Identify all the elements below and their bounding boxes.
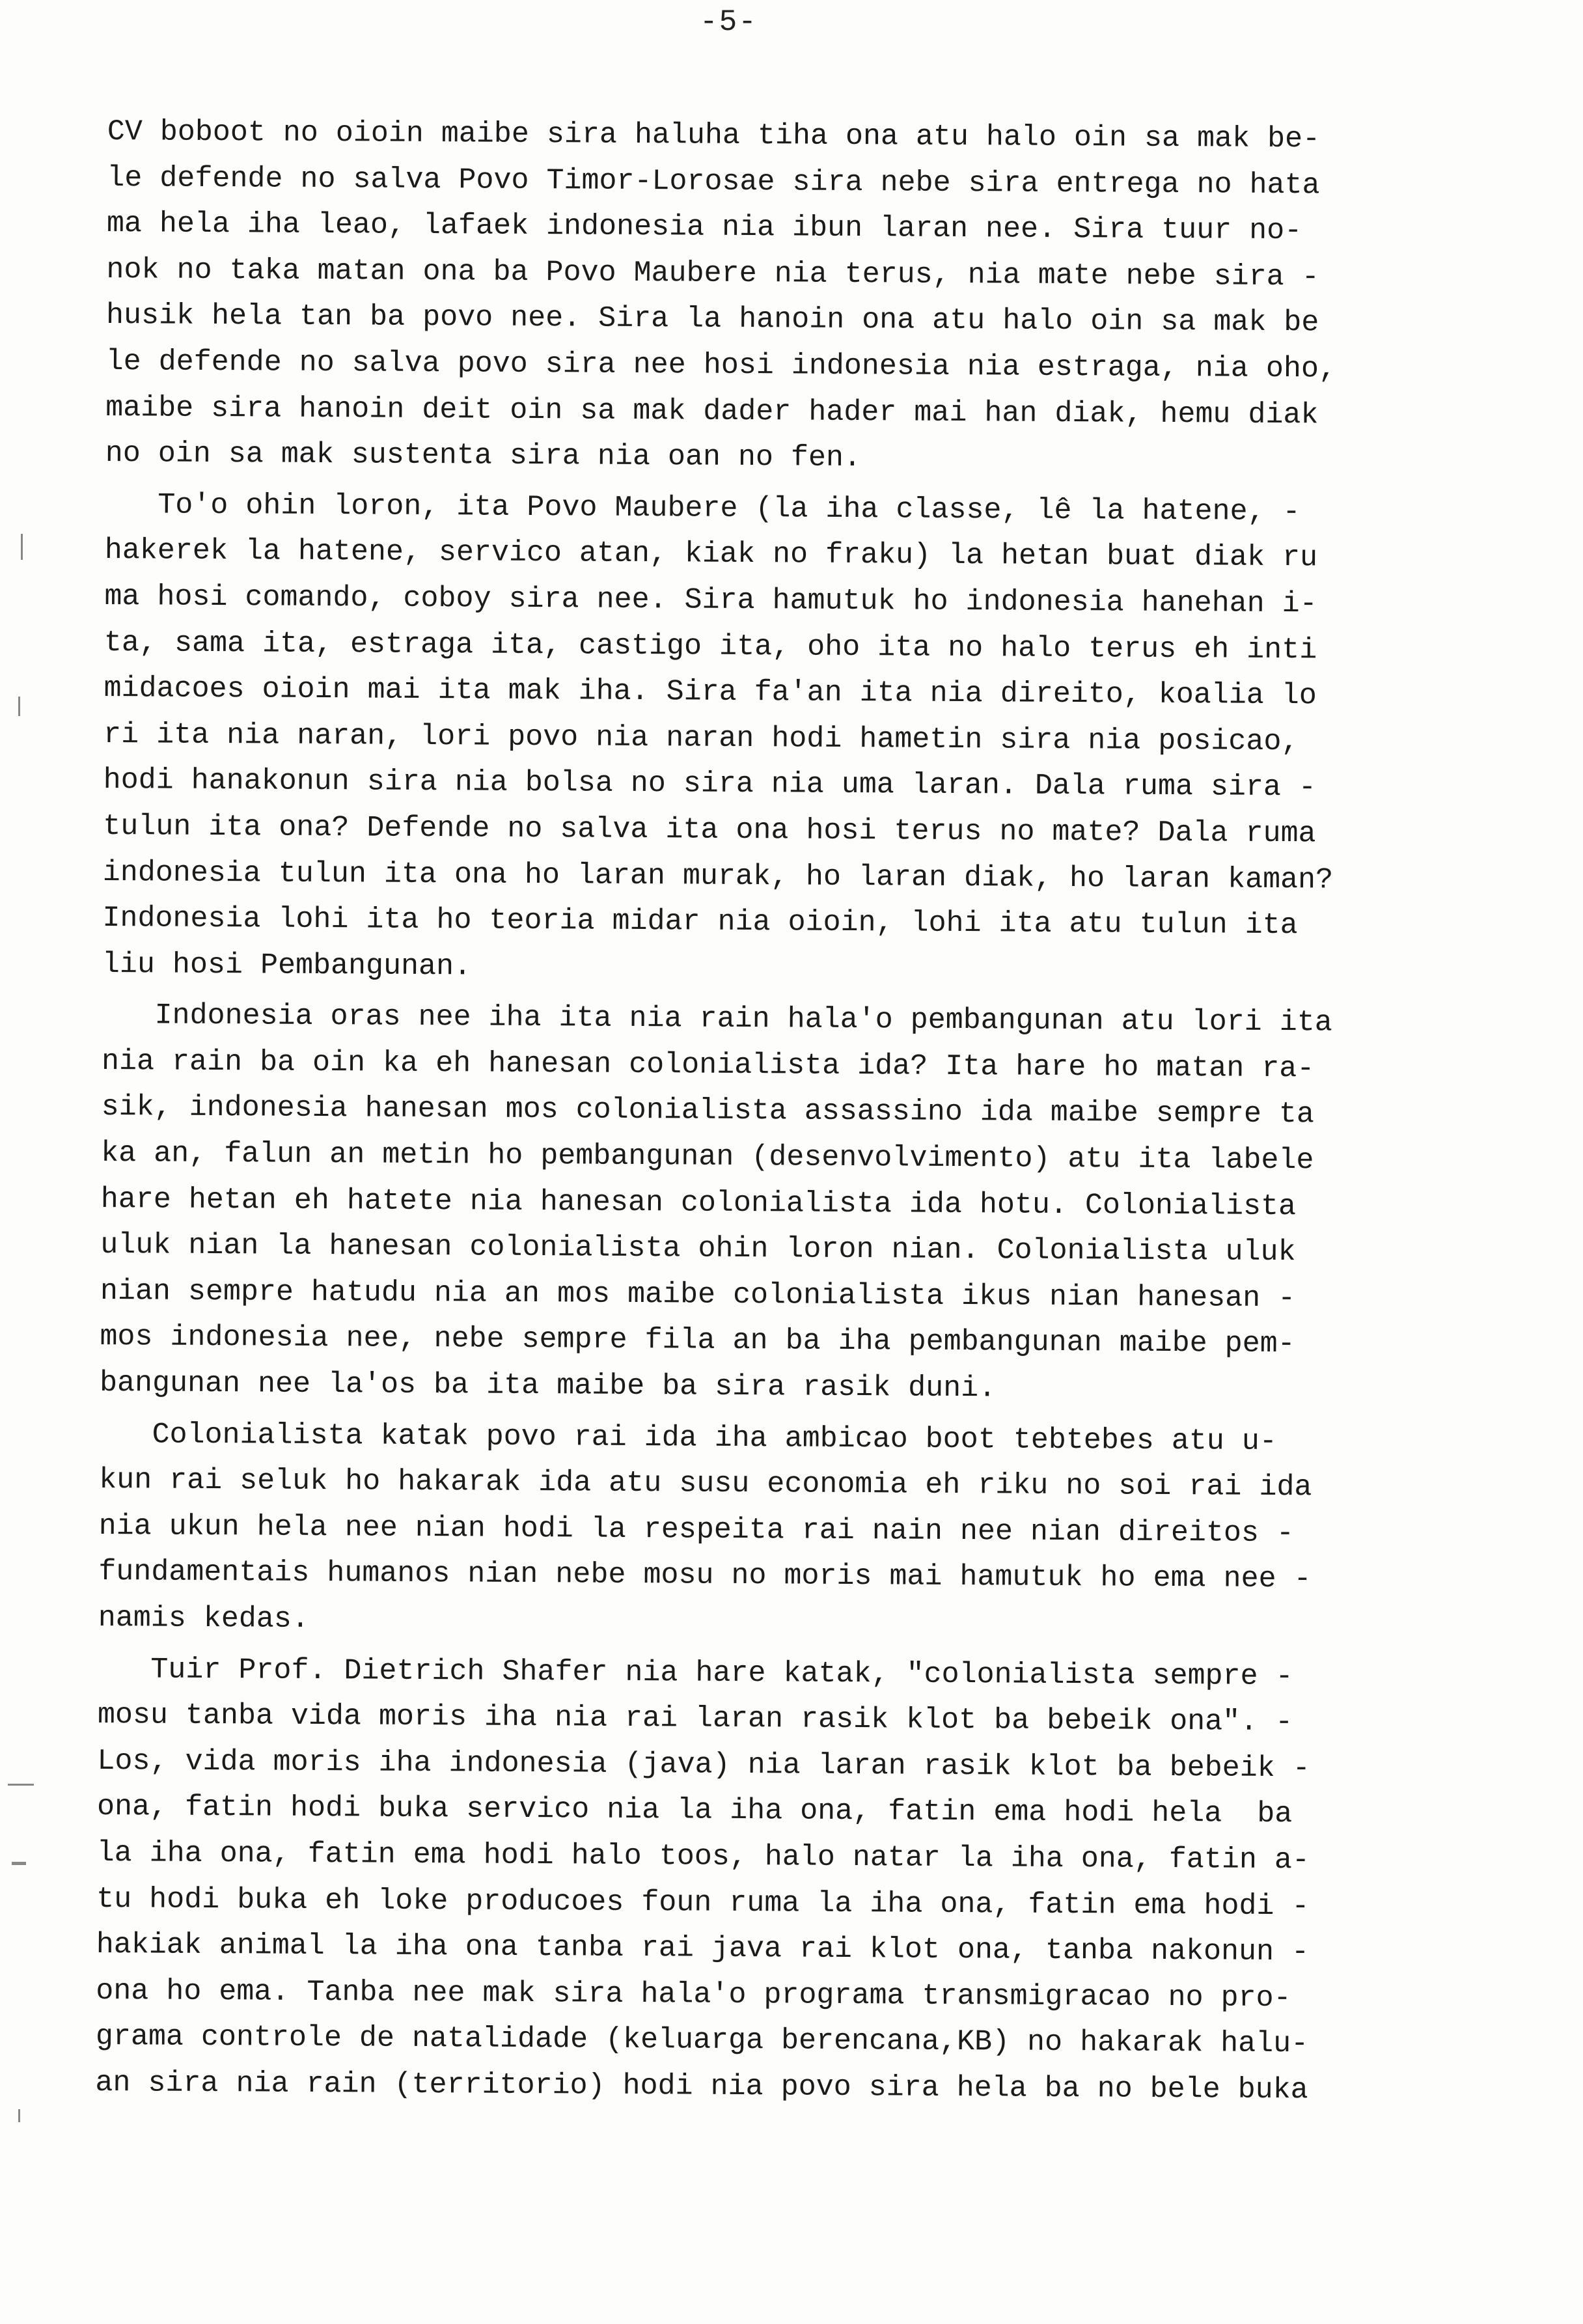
paragraph bbox=[102, 482, 1479, 996]
text-line: kun rai seluk ho hakarak ida atu susu economia eh riku no soi rai ida bbox=[98, 1463, 1312, 1504]
text-line: uluk nian la hanesan colonialista ohin loron nian. Colonialista uluk bbox=[100, 1228, 1296, 1269]
text-line: mos indonesia nee, nebe sempre fila an ba iha pembangunan maibe pem- bbox=[100, 1320, 1295, 1361]
text-line: husik hela tan ba povo nee. Sira la hanoin ona atu halo oin sa mak be bbox=[105, 299, 1319, 340]
paragraph bbox=[98, 1412, 1473, 1650]
text-line: grama controle de natalidade (keluarga berencana,KB) no hakarak halu- bbox=[95, 2020, 1309, 2061]
margin-mark bbox=[8, 1784, 34, 1786]
text-line: fundamentais humanos nian nebe mosu no moris mai hamutuk ho ema nee - bbox=[98, 1555, 1312, 1596]
text-line: ma hosi comando, coboy sira nee. Sira hamutuk ho indonesia hanehan i- bbox=[104, 579, 1317, 621]
page-number: -5- bbox=[700, 5, 758, 39]
text-line: le defende no salva Povo Timor-Lorosae sira nebe sira entrega no hata bbox=[107, 161, 1320, 202]
text-line: midacoes oioin mai ita mak iha. Sira fa'an ita nia direito, koalia lo bbox=[103, 672, 1317, 713]
text-line: namis kedas. bbox=[98, 1601, 310, 1636]
text-line: Colonialista katak povo rai ida iha ambicao boot tebtebes atu u- bbox=[99, 1417, 1277, 1458]
text-line: Indonesia oras nee iha ita nia rain hala'o pembangunan atu lori ita bbox=[102, 999, 1332, 1040]
text-line: le defende no salva povo sira nee hosi indonesia nia estraga, nia oho, bbox=[105, 344, 1337, 386]
paragraph bbox=[100, 993, 1476, 1415]
text-line: tu hodi buka eh loke producoes foun ruma la iha ona, fatin ema hodi - bbox=[96, 1882, 1310, 1923]
margin-mark bbox=[12, 1862, 26, 1865]
text-line: nok no taka matan ona ba Povo Maubere nia terus, nia mate nebe sira - bbox=[106, 253, 1319, 294]
text-line: nia rain ba oin ka eh hanesan colonialista ida? Ita hare ho matan ra- bbox=[101, 1044, 1315, 1086]
paragraph bbox=[105, 109, 1481, 486]
text-line: tulun ita ona? Defende no salva ita ona hosi terus no mate? Dala ruma bbox=[103, 809, 1316, 851]
text-line: hare hetan eh hatete nia hanesan colonialista ida hotu. Colonialista bbox=[100, 1182, 1297, 1223]
text-line: ka an, falun an metin ho pembangunan (desenvolvimento) atu ita labele bbox=[101, 1137, 1314, 1178]
text-line: sik, indonesia hanesan mos colonialista assassino ida maibe sempre ta bbox=[101, 1090, 1315, 1131]
margin-mark bbox=[21, 534, 23, 560]
margin-mark bbox=[18, 697, 20, 716]
margin-scan-marks bbox=[0, 0, 46, 2324]
text-line: ona ho ema. Tanba nee mak sira hala'o programa transmigracao no pro- bbox=[96, 1974, 1291, 2015]
text-line: indonesia tulun ita ona ho laran murak, ho laran diak, ho laran kaman? bbox=[102, 855, 1334, 897]
text-line: hodi hanakonun sira nia bolsa no sira nia uma laran. Dala ruma sira - bbox=[103, 764, 1317, 805]
text-line: nia ukun hela nee nian hodi la respeita rai nain nee nian direitos - bbox=[98, 1509, 1295, 1550]
text-line: mosu tanba vida moris iha nia rai laran rasik klot ba bebeik ona". - bbox=[97, 1698, 1293, 1739]
text-line: no oin sa mak sustenta sira nia oan no fen. bbox=[105, 437, 862, 475]
text-line: ri ita nia naran, lori povo nia naran hodi hametin sira nia posicao, bbox=[103, 717, 1299, 758]
text-line: ta, sama ita, estraga ita, castigo ita, oho ita no halo terus eh inti bbox=[103, 626, 1317, 667]
text-line: Indonesia lohi ita ho teoria midar nia oioin, lohi ita atu tulun ita bbox=[102, 902, 1298, 943]
text-line: nian sempre hatudu nia an mos maibe colonialista ikus nian hanesan - bbox=[100, 1274, 1296, 1316]
text-line: To'o ohin loron, ita Povo Maubere (la iha classe, lê la hatene, - bbox=[105, 488, 1301, 529]
text-line: hakiak animal la iha ona tanba rai java rai klot ona, tanba nakonun - bbox=[96, 1928, 1310, 1969]
typescript-body bbox=[95, 109, 1481, 2114]
text-line: la iha ona, fatin ema hodi halo toos, halo natar la iha ona, fatin a- bbox=[96, 1836, 1310, 1877]
text-line: hakerek la hatene, servico atan, kiak no fraku) la hetan buat diak ru bbox=[104, 534, 1318, 575]
text-line: Tuir Prof. Dietrich Shafer nia hare katak, "colonialista sempre - bbox=[98, 1652, 1293, 1693]
text-line: bangunan nee la'os ba ita maibe ba sira rasik duni. bbox=[99, 1366, 997, 1405]
text-line: ona, fatin hodi buka servico nia la iha ona, fatin ema hodi hela ba bbox=[96, 1790, 1293, 1831]
text-line: CV boboot no oioin maibe sira haluha tiha ona atu halo oin sa mak be- bbox=[107, 115, 1321, 156]
text-line: maibe sira hanoin deit oin sa mak dader hader mai han diak, hemu diak bbox=[105, 391, 1319, 432]
paragraph bbox=[95, 1647, 1471, 2115]
text-line: an sira nia rain (territorio) hodi nia povo sira hela ba no bele buka bbox=[95, 2066, 1308, 2107]
text-line: liu hosi Pembangunan. bbox=[102, 947, 472, 984]
margin-mark bbox=[18, 2109, 20, 2122]
text-line: Los, vida moris iha indonesia (java) nia laran rasik klot ba bebeik - bbox=[97, 1744, 1310, 1786]
text-line: ma hela iha leao, lafaek indonesia nia ibun laran nee. Sira tuur no- bbox=[106, 207, 1302, 248]
